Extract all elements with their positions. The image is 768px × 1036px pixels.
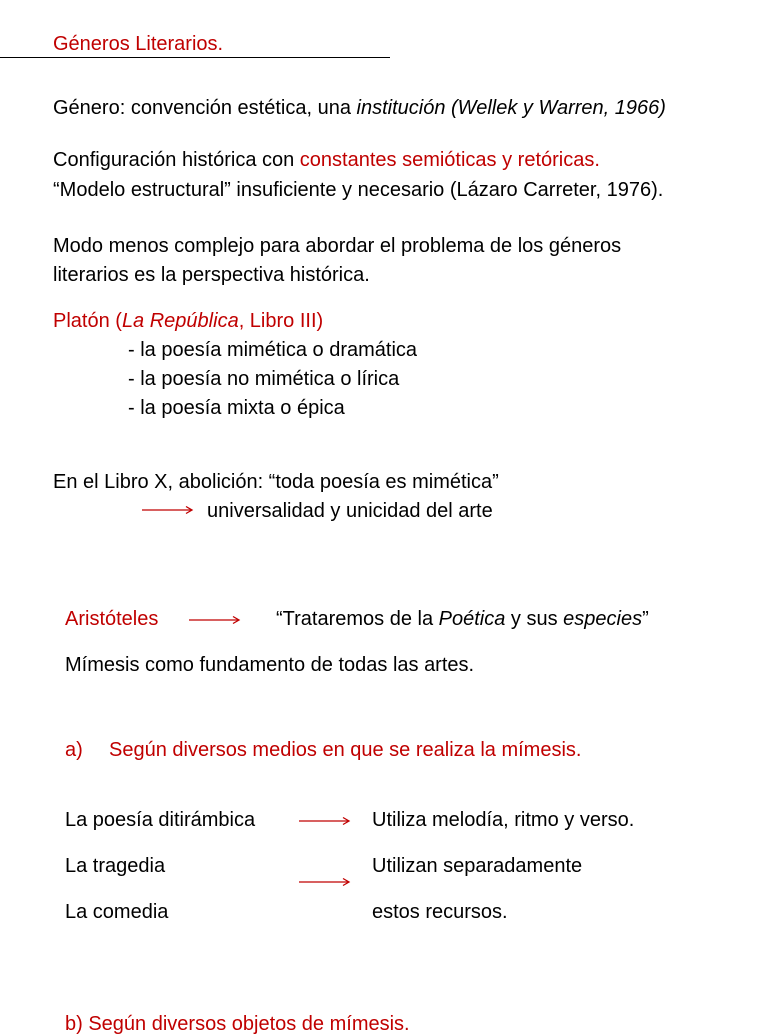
section-a-marker: a) <box>65 739 83 761</box>
historical-perspective-line-1: Modo menos complejo para abordar el problema de los géneros <box>53 235 622 257</box>
platon-name: Platón ( <box>53 310 122 332</box>
arrow-right-icon <box>299 816 351 826</box>
platon-item-epic: - la poesía mixta o épica <box>128 397 345 419</box>
quote-especies: especies <box>563 608 643 630</box>
universality-line: universalidad y unicidad del arte <box>207 500 493 522</box>
genre-definition <box>53 96 666 120</box>
separately-description: Utilizan separadamente <box>372 855 583 877</box>
configuration-line <box>53 148 600 172</box>
platon-work-title: La República <box>121 310 239 332</box>
resources-description: estos recursos. <box>372 901 508 923</box>
genre-definition-text: Género: convención estética, una <box>53 97 357 119</box>
tragedy-label: La tragedia <box>65 855 166 877</box>
aristoteles-label: Aristóteles <box>65 608 159 630</box>
aristoteles-quote <box>276 607 649 631</box>
title-underline <box>0 57 390 58</box>
page-title: Géneros Literarios. <box>53 33 224 55</box>
platon-item-mimetic: - la poesía mimética o dramática <box>128 339 418 361</box>
arrow-right-icon <box>189 615 241 625</box>
dithyramb-description: Utiliza melodía, ritmo y verso. <box>372 809 635 831</box>
section-b-heading: b) Según diversos objetos de mímesis. <box>65 1013 410 1035</box>
platon-book: , Libro III) <box>238 310 324 332</box>
section-a-heading: Según diversos medios en que se realiza la mímesis. <box>109 739 582 761</box>
configuration-highlight: constantes semióticas y retóricas. <box>299 149 600 171</box>
arrow-right-icon <box>299 877 351 887</box>
dithyramb-label: La poesía ditirámbica <box>65 809 256 831</box>
arrow-right-icon <box>142 505 194 515</box>
comedy-label: La comedia <box>65 901 169 923</box>
quote-text-mid: y sus <box>505 608 564 630</box>
platon-item-lyric: - la poesía no mimética o lírica <box>128 368 400 390</box>
historical-perspective-line-2: literarios es la perspectiva histórica. <box>53 264 370 286</box>
structural-model-line: “Modelo estructural” insuficiente y necesario (Lázaro Carreter, 1976). <box>53 179 664 201</box>
genre-definition-citation: institución (Wellek y Warren, 1966) <box>356 97 666 119</box>
quote-text-end: ” <box>642 608 649 630</box>
configuration-text: Configuración histórica con <box>53 149 300 171</box>
quote-poetica: Poética <box>438 608 506 630</box>
quote-text-start: “Trataremos de la <box>276 608 439 630</box>
mimesis-line: Mímesis como fundamento de todas las artes. <box>65 654 475 676</box>
platon-heading <box>53 309 323 333</box>
libro-x-line: En el Libro X, abolición: “toda poesía es mimética” <box>53 471 499 493</box>
